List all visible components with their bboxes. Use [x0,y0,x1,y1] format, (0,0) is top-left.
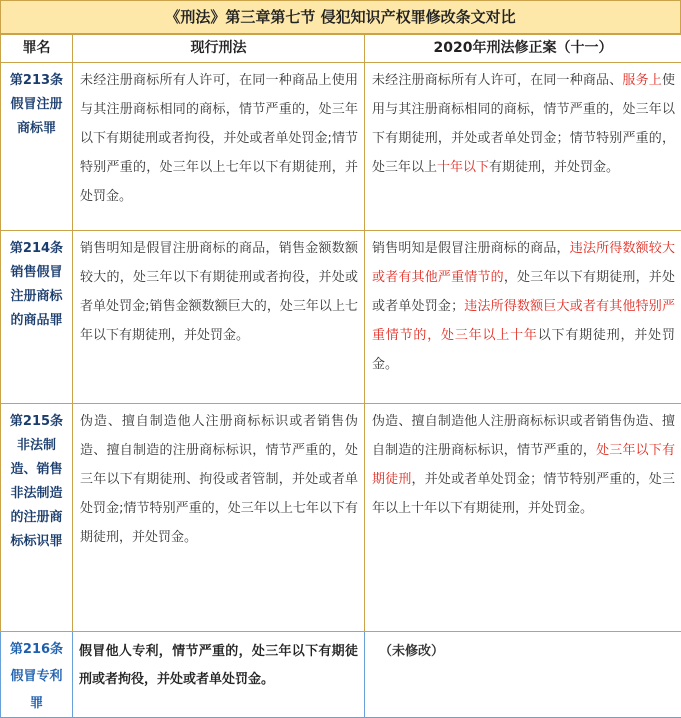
current-law-text: 假冒他人专利，情节严重的，处三年以下有期徒刑或者拘役，并处或者单处罚金。 [73,632,365,718]
amendment-text-segment: ，并处或者单处罚金；情节特别严重的，处三年以上十年以下有期徒刑，并处罚金。 [372,472,675,516]
table-header-row [1,35,681,63]
table-row [1,632,681,718]
amended-text-highlight: 十年以下 [437,160,489,175]
header-current-law: 现行刑法 [73,35,365,63]
table-row [1,63,681,231]
crime-name: 第214条 销售假冒注册商标的商品罪 [1,231,73,404]
current-law-text: 未经注册商标所有人许可，在同一种商品上使用与其注册商标相同的商标，情节严重的，处三年以下有期徒刑或者拘役，并处或者单处罚金;情节特别严重的，处三年以上七年以下有期徒刑，并处罚金。 [73,63,365,231]
current-law-text: 伪造、擅自制造他人注册商标标识或者销售伪造、擅自制造的注册商标标识，情节严重的，处三年以下有期徒刑、拘役或者管制，并处或者单处罚金;情节特别严重的，处三年以上七年以下有期徒刑，并处罚金。 [73,404,365,632]
crime-name: 第215条 非法制造、销售非法制造的注册商标标识罪 [1,404,73,632]
amendment-text-segment: 销售明知是假冒注册商标的商品， [372,241,570,256]
table-row [1,231,681,404]
header-name: 罪名 [1,35,73,63]
header-amendment: 2020年刑法修正案（十一） [365,35,681,63]
amendment-text-segment: 以下有期徒刑，并处罚金。 [372,328,675,372]
amendment-text [365,63,681,231]
amended-text-highlight: 处三年以下有期徒刑 [372,443,675,487]
comparison-table [0,34,681,718]
document-title: 《刑法》第三章第七节 侵犯知识产权罪修改条文对比 [0,0,681,34]
table-row [1,404,681,632]
current-law-text: 销售明知是假冒注册商标的商品，销售金额数额较大的，处三年以下有期徒刑或者拘役，并处或者单处罚金;销售金额数额巨大的，处三年以上七年以下有期徒刑，并处罚金。 [73,231,365,404]
amendment-text-segment: 使用与其注册商标相同的商标，情节严重的，处三年以下有期徒刑，并处或者单处罚金；情节特别严重的，处三年以上 [372,73,675,175]
amendment-text [365,404,681,632]
crime-name: 第213条 假冒注册商标罪 [1,63,73,231]
amended-text-highlight: 违法所得数额巨大或者有其他特别严重情节的，处三年以上十年 [372,299,675,343]
amendment-text-segment: 伪造、擅自制造他人注册商标标识或者销售伪造、擅自制造的注册商标标识，情节严重的， [372,414,675,458]
amendment-text [365,231,681,404]
amendment-text-segment: ，处三年以下有期徒刑，并处或者单处罚金； [372,270,675,314]
amendment-unchanged-note: （未修改） [365,632,681,718]
amended-text-highlight: 服务上 [622,73,662,88]
amendment-text-segment: 未经注册商标所有人许可，在同一种商品、 [372,73,622,88]
amendment-text-segment: 有期徒刑，并处罚金。 [489,160,619,175]
crime-name: 第216条 假冒专利罪 [1,632,73,718]
amended-text-highlight: 违法所得数额较大或者有其他严重情节的 [372,241,675,285]
